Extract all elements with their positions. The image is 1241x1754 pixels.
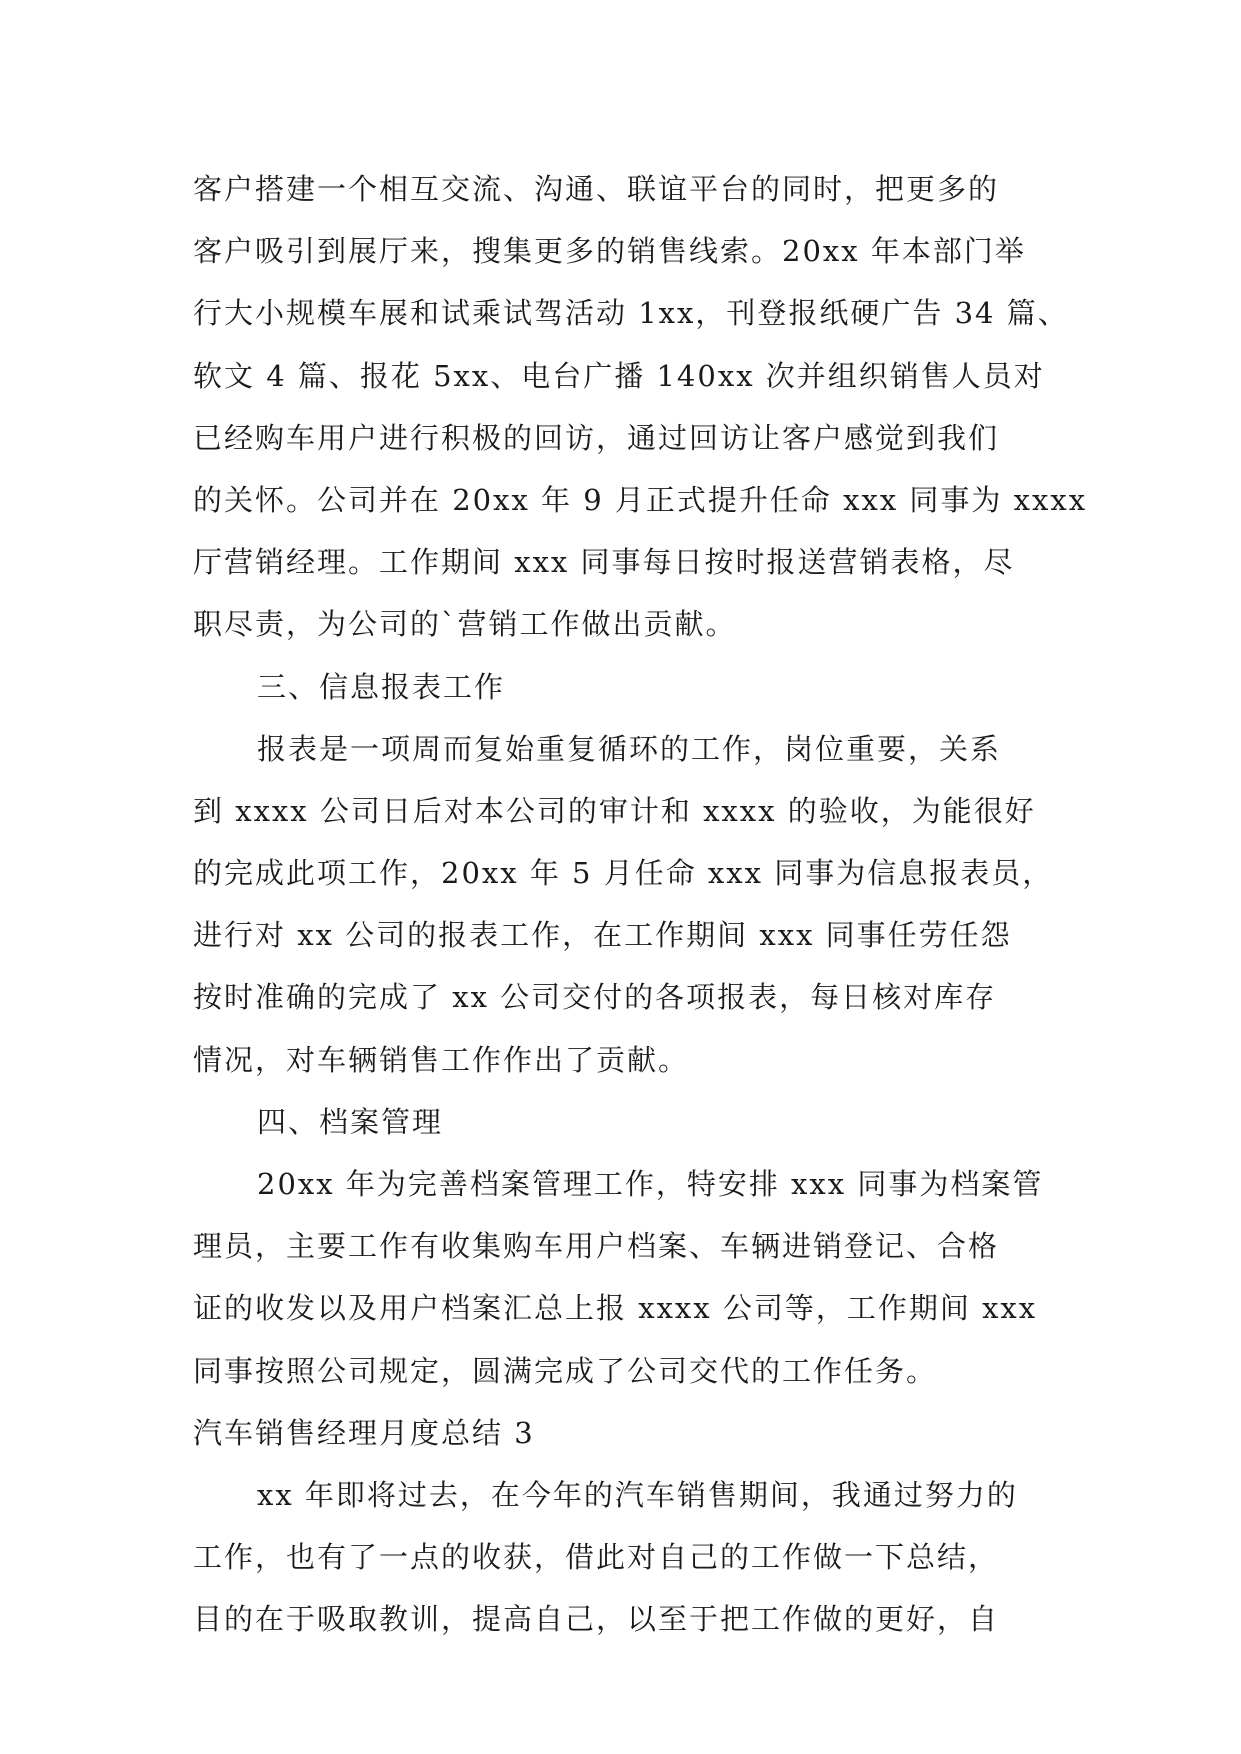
text-line: 工作，也有了一点的收获，借此对自己的工作做一下总结， <box>193 1540 1000 1575</box>
paragraph-first-line: xx 年即将过去，在今年的汽车销售期间，我通过努力的 <box>257 1477 1018 1512</box>
text-line: 的关怀。公司并在 20xx 年 9 月正式提升任命 xxx 同事为 xxxx <box>193 482 1088 517</box>
text-line: 按时准确的完成了 xx 公司交付的各项报表，每日核对库存 <box>193 980 997 1015</box>
text-line: 行大小规模车展和试乘试驾活动 1xx，刊登报纸硬广告 34 篇、 <box>193 296 1069 331</box>
text-line: 到 xxxx 公司日后对本公司的审计和 xxxx 的验收，为能很好 <box>193 793 1036 828</box>
text-line: 同事按照公司规定，圆满完成了公司交代的工作任务。 <box>193 1353 938 1388</box>
text-line: 客户搭建一个相互交流、沟通、联谊平台的同时，把更多的 <box>193 172 1000 206</box>
text-line: 证的收发以及用户档案汇总上报 xxxx 公司等，工作期间 xxx <box>193 1291 1038 1326</box>
document-title: 汽车销售经理月度总结 3 <box>193 1415 535 1450</box>
text-line: 进行对 xx 公司的报表工作，在工作期间 xxx 同事任劳任怨 <box>193 918 1012 953</box>
section-heading: 三、信息报表工作 <box>257 669 506 704</box>
paragraph-first-line: 报表是一项周而复始重复循环的工作，岗位重要，关系 <box>257 731 1002 766</box>
text-line: 软文 4 篇、报花 5xx、电台广播 140xx 次并组织销售人员对 <box>193 358 1045 393</box>
text-line: 职尽责，为公司的`营销工作做出贡献。 <box>193 607 737 642</box>
text-line: 理员，主要工作有收集购车用户档案、车辆进销登记、合格 <box>193 1229 1000 1264</box>
document-body <box>193 158 1093 1651</box>
section-heading: 四、档案管理 <box>257 1104 444 1139</box>
text-line: 的完成此项工作，20xx 年 5 月任命 xxx 同事为信息报表员， <box>193 856 1054 891</box>
paragraph-first-line: 20xx 年为完善档案管理工作，特安排 xxx 同事为档案管 <box>257 1167 1044 1201</box>
text-line: 厅营销经理。工作期间 xxx 同事每日按时报送营销表格，尽 <box>193 545 1015 580</box>
text-line: 情况，对车辆销售工作作出了贡献。 <box>193 1042 690 1077</box>
text-line: 目的在于吸取教训，提高自己，以至于把工作做的更好，自 <box>193 1602 1000 1637</box>
text-line: 已经购车用户进行积极的回访，通过回访让客户感觉到我们 <box>193 420 1000 455</box>
text-line: 客户吸引到展厅来，搜集更多的销售线索。20xx 年本部门举 <box>193 234 1026 269</box>
